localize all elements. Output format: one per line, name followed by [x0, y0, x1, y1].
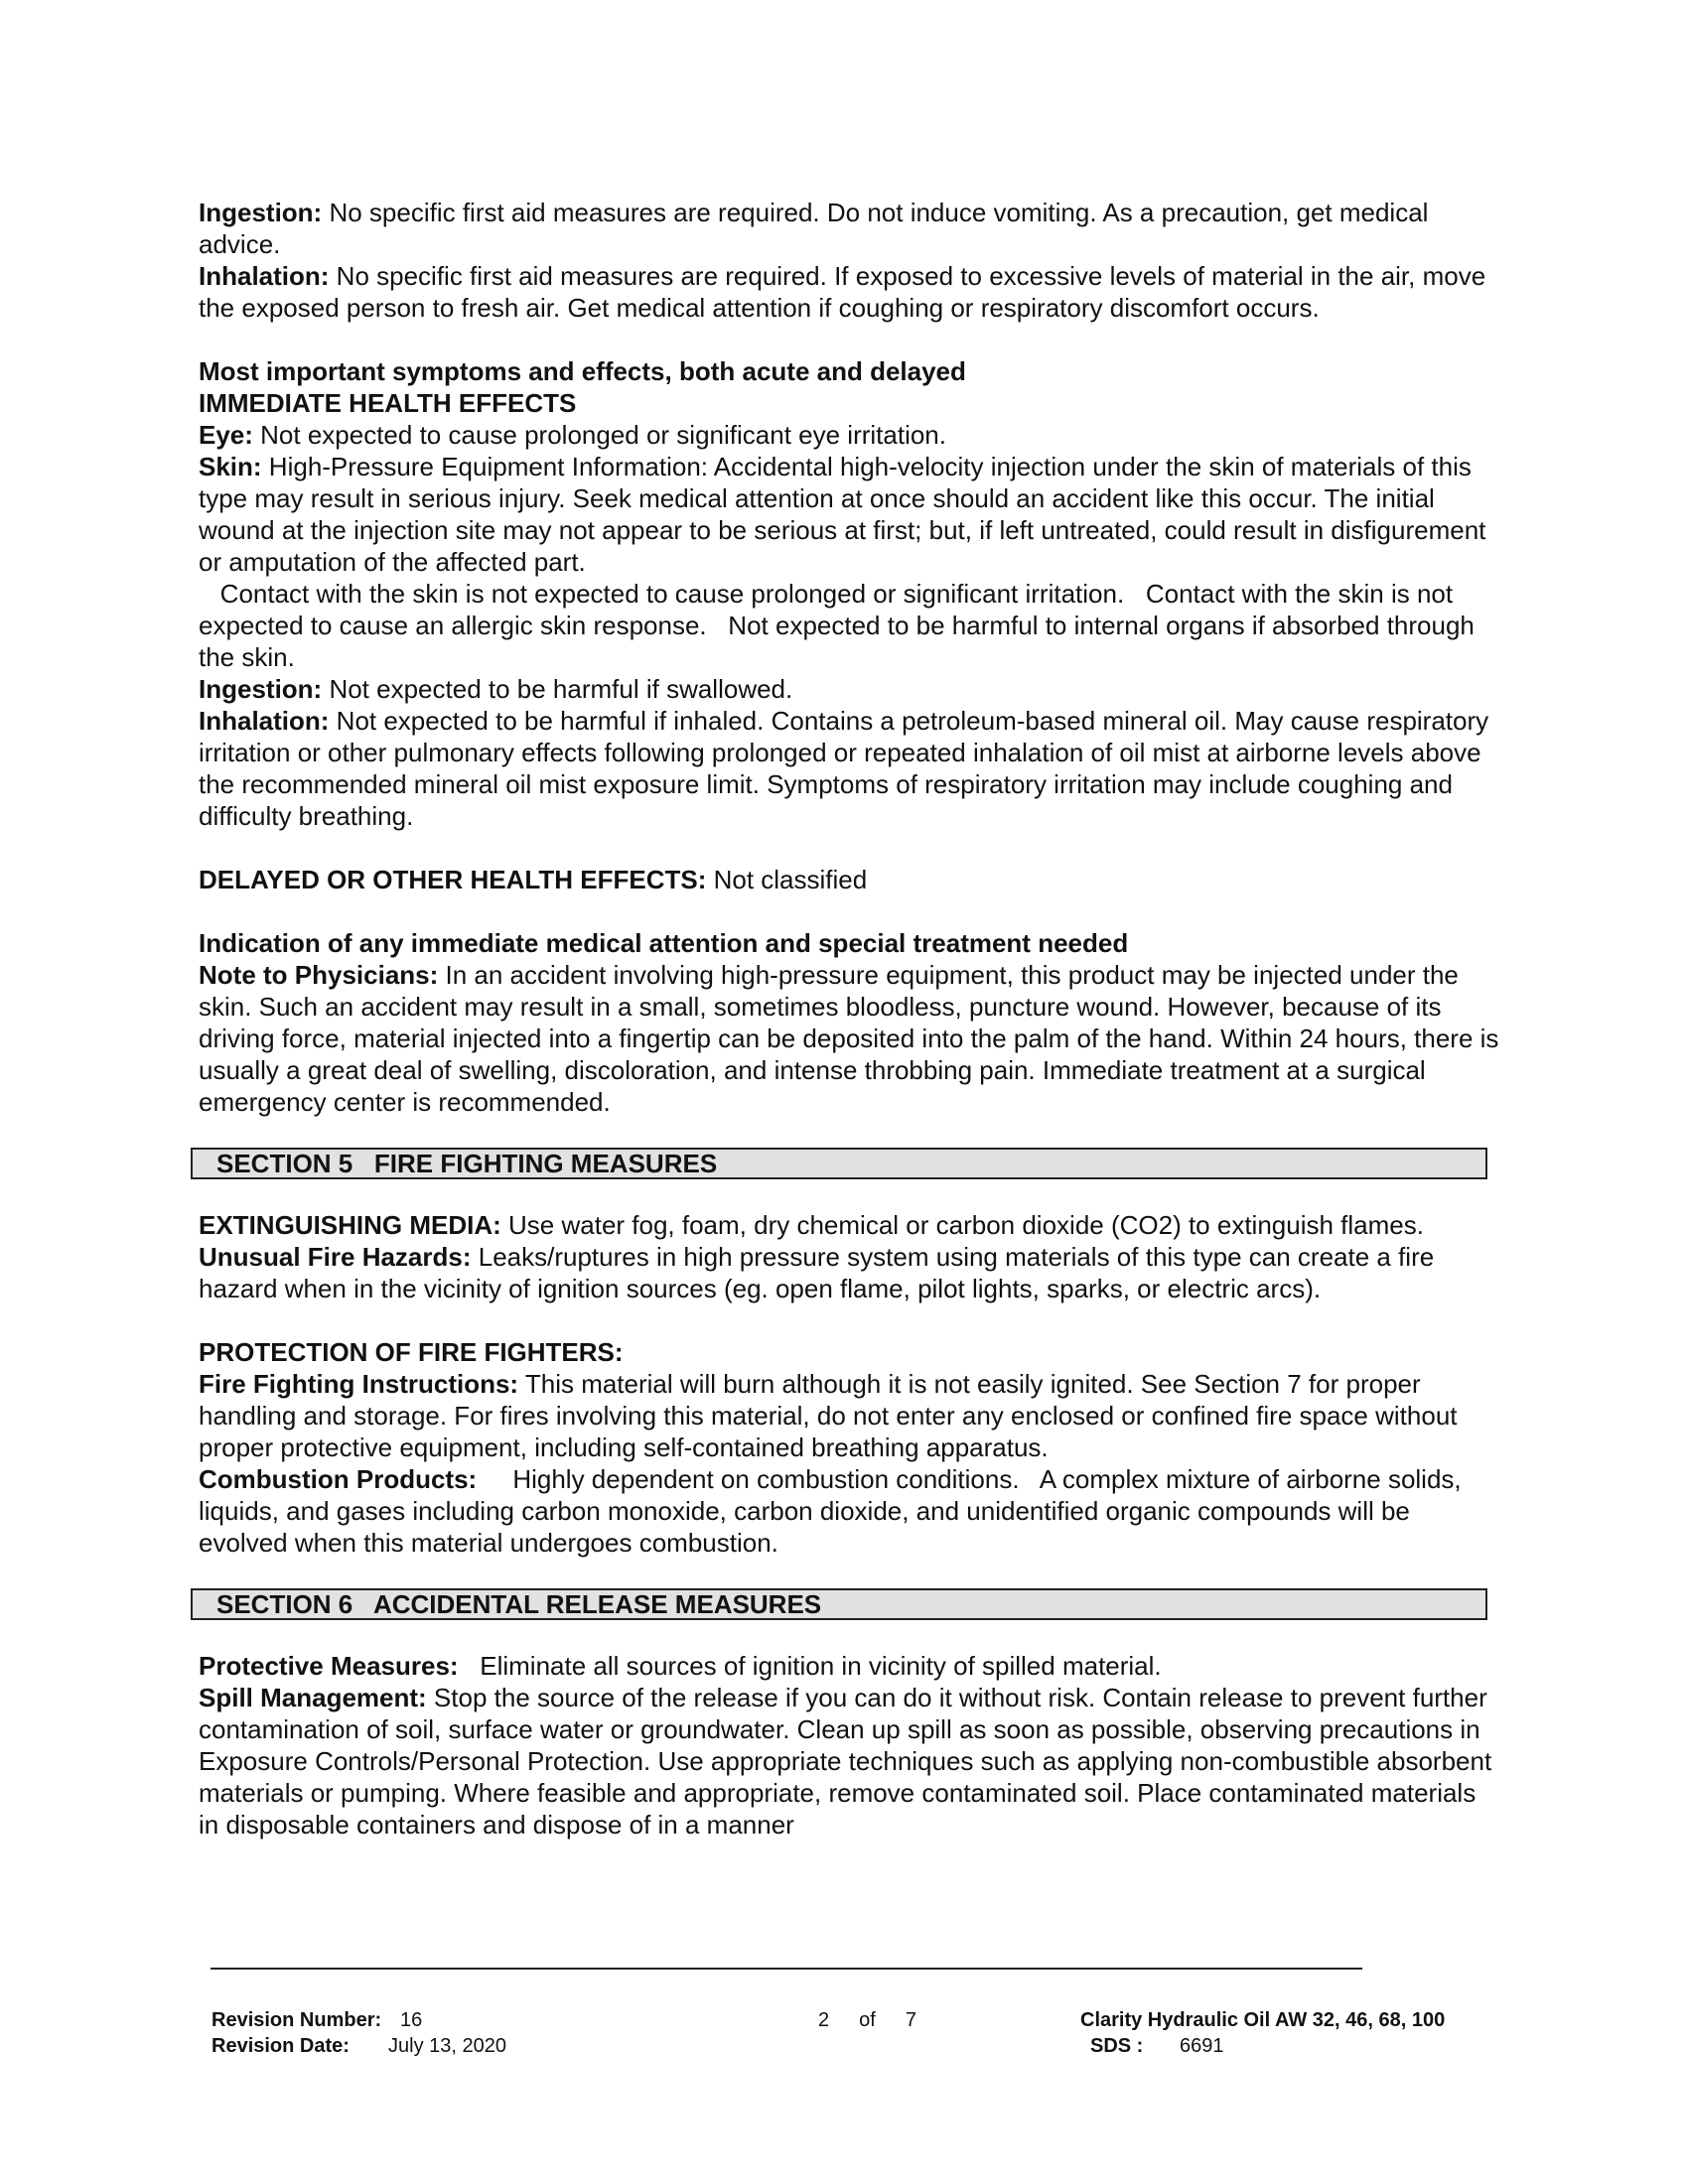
indication-heading: Indication of any immediate medical attention and special treatment needed [199, 928, 1129, 958]
protection-heading: PROTECTION OF FIRE FIGHTERS: [199, 1337, 624, 1367]
product-info [1080, 2007, 1477, 2059]
eye-paragraph: Eye: Not expected to cause prolonged or significant eye irritation. [199, 420, 946, 450]
ingestion-paragraph: Ingestion: No specific first aid measures are required. Do not induce vomiting. As a precaution, get medical advice. [199, 198, 1429, 259]
section-5-header: SECTION 5 FIRE FIGHTING MEASURES [191, 1148, 1487, 1179]
skin-paragraph-2: Contact with the skin is not expected to cause prolonged or significant irritation. Contact with the skin is not expected to cause an allergic skin response. Not expected to be harmful to internal organs if absorbed through the skin. [199, 579, 1482, 672]
fire-fighting-instructions: Fire Fighting Instructions: This material will burn although it is not easily ignited. See Section 7 for proper handling and storage. For fires involving this material, do not enter any enclosed or confined fire space without proper protective equipment, including self-contained breathing apparatus. [199, 1369, 1458, 1462]
skin-paragraph: Skin: High-Pressure Equipment Information: Accidental high-velocity injection under the skin of materials of this type may result in serious injury. Seek medical attention at once should an accident like this occur. The initial wound at the injection site may not appear to be serious at first; but, if left untreated, could result in disfigurement or amputation of the affected part. [199, 452, 1486, 577]
immediate-heading: IMMEDIATE HEALTH EFFECTS [199, 388, 577, 418]
inhalation2-paragraph: Inhalation: Not expected to be harmful if inhaled. Contains a petroleum-based mineral oil. May cause respiratory irritation or other pulmonary effects following prolonged or repeated inhalation of oil mist at airborne levels above the recommended mineral oil mist exposure limit. Symptoms of respiratory irritation may include coughing and difficulty breathing. [199, 706, 1489, 831]
protective-measures: Protective Measures: Eliminate all sources of ignition in vicinity of spilled material. [199, 1651, 1162, 1681]
page-indicator: 2 of 7 [818, 2009, 916, 2031]
revision-date-row: Revision Date: July 13, 2020 [211, 2035, 506, 2057]
delayed-effects: DELAYED OR OTHER HEALTH EFFECTS: Not classified [199, 865, 868, 894]
section-6-header: SECTION 6 ACCIDENTAL RELEASE MEASURES [191, 1588, 1487, 1620]
revision-info [211, 2007, 506, 2059]
inhalation-paragraph: Inhalation: No specific first aid measures are required. If exposed to excessive levels of material in the air, move the exposed person to fresh air. Get medical attention if coughing or respiratory discomfort occurs. [199, 261, 1486, 323]
footer-divider [211, 1968, 1362, 1970]
product-name: Clarity Hydraulic Oil AW 32, 46, 68, 100 [1080, 2009, 1446, 2031]
spill-management: Spill Management: Stop the source of the release if you can do it without risk. Contain release to prevent further contamination of soil, surface water or groundwater. Clean up spill as soon as possible, observing precautions in Exposure Controls/Personal Protection. Use appropriate techniques such as applying non-combustible absorbent materials or pumping. Where feasible and appropriate, remove contaminated soil. Place contaminated materials in disposable containers and dispose of in a manner [199, 1683, 1492, 1840]
symptoms-heading: Most important symptoms and effects, both acute and delayed [199, 356, 966, 386]
combustion-products: Combustion Products: Highly dependent on combustion conditions. A complex mixture of airborne solids, liquids, and gases including carbon monoxide, carbon dioxide, and unidentified organic compounds will be evolved when this material undergoes combustion. [199, 1464, 1469, 1558]
revision-number-row: Revision Number: 16 [211, 2009, 423, 2031]
sds-row: SDS : 6691 [1090, 2035, 1224, 2057]
ingestion2-paragraph: Ingestion: Not expected to be harmful if swallowed. [199, 674, 793, 704]
unusual-fire-hazards: Unusual Fire Hazards: Leaks/ruptures in high pressure system using materials of this type can create a fire hazard when in the vicinity of ignition sources (eg. open flame, pilot lights, sparks, or electric arcs). [199, 1242, 1435, 1303]
note-to-physicians: Note to Physicians: In an accident involving high-pressure equipment, this product may be injected under the skin. Such an accident may result in a small, sometimes bloodless, puncture wound. However, because of its driving force, material injected into a fingertip can be deposited into the palm of the hand. Within 24 hours, there is usually a great deal of swelling, discoloration, and intense throbbing pain. Immediate treatment at a surgical emergency center is recommended. [199, 960, 1499, 1117]
document-body [199, 197, 1499, 1841]
extinguishing-media: EXTINGUISHING MEDIA: Use water fog, foam, dry chemical or carbon dioxide (CO2) to extinguish flames. [199, 1210, 1424, 1240]
